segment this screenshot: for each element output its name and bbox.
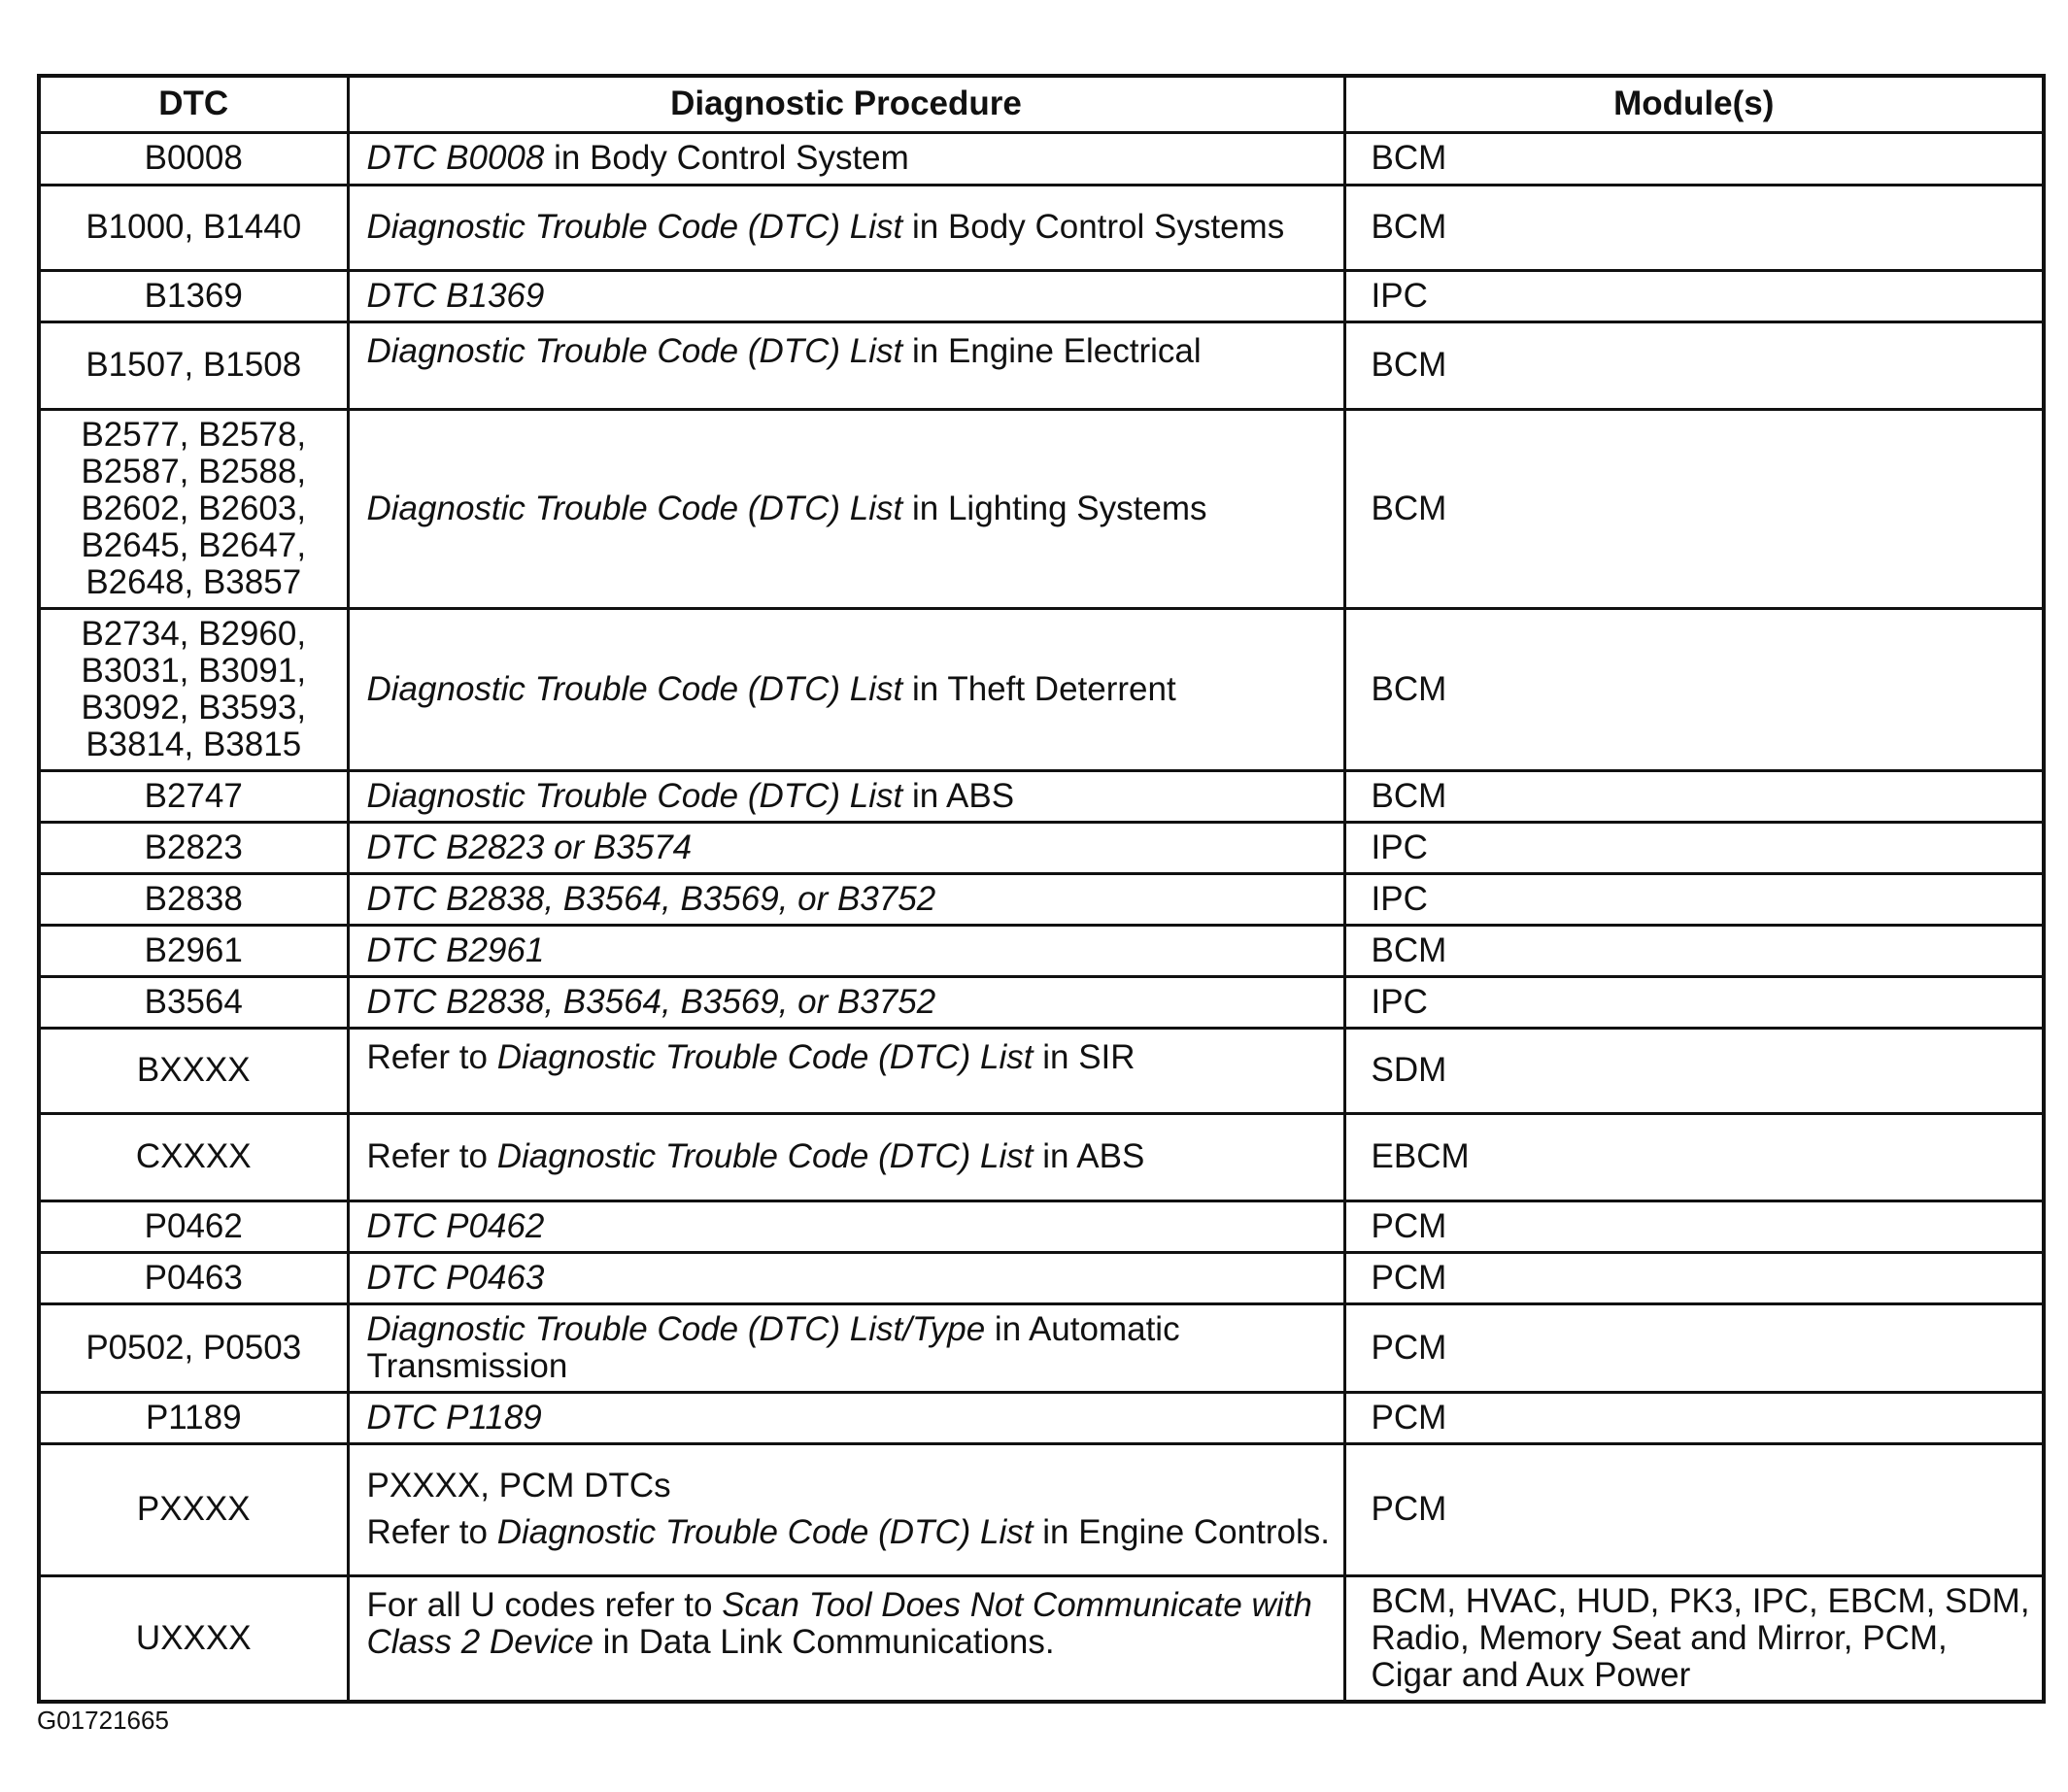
procedure-reference-text: Diagnostic Trouble Code (DTC) List — [366, 669, 903, 708]
dtc-code-cell: B2838 — [39, 873, 348, 925]
procedure-text: PXXXX, PCM DTCs — [366, 1467, 671, 1505]
procedure-paragraph — [367, 829, 1334, 866]
procedure-reference-text: DTC B2838, B3564, B3569, or B3752 — [366, 982, 936, 1021]
procedure-reference-text: DTC P0462 — [366, 1206, 545, 1245]
procedure-paragraph — [367, 881, 1334, 918]
dtc-code-cell: P0463 — [39, 1252, 348, 1303]
procedure-text: in Engine Electrical — [902, 331, 1202, 370]
procedure-reference-text: DTC P0463 — [366, 1258, 545, 1297]
procedure-cell — [348, 1028, 1344, 1113]
procedure-reference-text: Diagnostic Trouble Code (DTC) List — [496, 1037, 1034, 1076]
procedure-paragraph — [367, 1039, 1334, 1076]
table-body — [39, 132, 2044, 1702]
module-cell: BCM, HVAC, HUD, PK3, IPC, EBCM, SDM, Radio, Memory Seat and Mirror, PCM, Cigar and Aux Power — [1344, 1575, 2044, 1702]
procedure-cell — [348, 976, 1344, 1028]
dtc-code-cell: B2823 — [39, 822, 348, 873]
procedure-reference-text: Diagnostic Trouble Code (DTC) List — [496, 1137, 1034, 1175]
dtc-code-cell: CXXXX — [39, 1113, 348, 1200]
procedure-text: in ABS — [902, 776, 1015, 815]
module-cell: IPC — [1344, 270, 2044, 321]
procedure-paragraph — [367, 490, 1334, 527]
dtc-code-cell: P0462 — [39, 1200, 348, 1252]
table-row — [39, 976, 2044, 1028]
procedure-cell — [348, 270, 1344, 321]
procedure-reference-text: Scan Tool Does Not Communicate with Class 2 Device — [366, 1585, 1312, 1661]
procedure-paragraph — [367, 1138, 1334, 1175]
procedure-reference-text: Diagnostic Trouble Code (DTC) List — [366, 776, 903, 815]
procedure-cell — [348, 925, 1344, 976]
table-row — [39, 1443, 2044, 1575]
procedure-paragraph — [367, 1311, 1334, 1385]
table-row — [39, 1392, 2044, 1443]
table-row — [39, 770, 2044, 822]
module-cell: BCM — [1344, 925, 2044, 976]
procedure-paragraph — [367, 278, 1334, 315]
procedure-reference-text: DTC P1189 — [366, 1398, 542, 1437]
procedure-text: Refer to — [366, 1513, 497, 1551]
procedure-text: in Engine Controls. — [1033, 1513, 1330, 1551]
procedure-text: For all U codes refer to — [366, 1585, 723, 1624]
procedure-cell — [348, 873, 1344, 925]
module-cell: PCM — [1344, 1200, 2044, 1252]
header-dtc: DTC — [39, 76, 348, 132]
procedure-text: in Data Link Communications. — [593, 1622, 1055, 1661]
procedure-cell — [348, 321, 1344, 409]
module-cell: IPC — [1344, 976, 2044, 1028]
header-modules: Module(s) — [1344, 76, 2044, 132]
dtc-code-cell: B2577, B2578, B2587, B2588, B2602, B2603, B2645, B2647, B2648, B3857 — [39, 409, 348, 608]
procedure-cell — [348, 1303, 1344, 1392]
table-row — [39, 270, 2044, 321]
procedure-paragraph — [367, 333, 1334, 370]
table-row — [39, 1200, 2044, 1252]
header-row — [39, 76, 2044, 132]
dtc-code-cell: B1000, B1440 — [39, 185, 348, 270]
module-cell: PCM — [1344, 1252, 2044, 1303]
procedure-text: in Theft Deterrent — [902, 669, 1176, 708]
procedure-paragraph — [367, 1400, 1334, 1437]
procedure-reference-text: Diagnostic Trouble Code (DTC) List/Type — [366, 1309, 986, 1348]
table-row — [39, 409, 2044, 608]
procedure-text: in Body Control Systems — [902, 208, 1285, 246]
dtc-code-cell: BXXXX — [39, 1028, 348, 1113]
procedure-paragraph — [367, 1468, 1334, 1505]
dtc-code-cell: P0502, P0503 — [39, 1303, 348, 1392]
table-row — [39, 132, 2044, 185]
module-cell: BCM — [1344, 608, 2044, 770]
table-header — [39, 76, 2044, 132]
procedure-cell — [348, 822, 1344, 873]
module-cell: BCM — [1344, 132, 2044, 185]
procedure-paragraph — [367, 671, 1334, 708]
procedure-reference-text: Diagnostic Trouble Code (DTC) List — [366, 208, 903, 246]
table-row — [39, 321, 2044, 409]
procedure-paragraph — [367, 209, 1334, 246]
procedure-paragraph — [367, 1260, 1334, 1297]
dtc-code-cell: UXXXX — [39, 1575, 348, 1702]
dtc-code-cell: B2734, B2960, B3031, B3091, B3092, B3593, B3814, B3815 — [39, 608, 348, 770]
dtc-code-cell: B1507, B1508 — [39, 321, 348, 409]
procedure-cell — [348, 1200, 1344, 1252]
procedure-cell — [348, 770, 1344, 822]
procedure-text: in Body Control System — [544, 139, 909, 177]
procedure-cell — [348, 409, 1344, 608]
module-cell: PCM — [1344, 1303, 2044, 1392]
table-row — [39, 608, 2044, 770]
table-row — [39, 1303, 2044, 1392]
procedure-paragraph — [367, 778, 1334, 815]
procedure-paragraph — [367, 140, 1334, 177]
procedure-cell — [348, 1575, 1344, 1702]
module-cell: IPC — [1344, 822, 2044, 873]
table-row — [39, 1252, 2044, 1303]
procedure-cell — [348, 1252, 1344, 1303]
procedure-reference-text: Diagnostic Trouble Code (DTC) List — [496, 1513, 1034, 1551]
module-cell: EBCM — [1344, 1113, 2044, 1200]
procedure-text: Refer to — [366, 1137, 497, 1175]
procedure-cell — [348, 132, 1344, 185]
module-cell: PCM — [1344, 1392, 2044, 1443]
table-row — [39, 822, 2044, 873]
procedure-reference-text: DTC B2961 — [366, 930, 545, 969]
dtc-code-cell: B1369 — [39, 270, 348, 321]
procedure-cell — [348, 1113, 1344, 1200]
module-cell: BCM — [1344, 185, 2044, 270]
procedure-reference-text: Diagnostic Trouble Code (DTC) List — [366, 331, 903, 370]
dtc-code-cell: B2747 — [39, 770, 348, 822]
module-cell: PCM — [1344, 1443, 2044, 1575]
table-row — [39, 185, 2044, 270]
dtc-code-cell: PXXXX — [39, 1443, 348, 1575]
module-cell: BCM — [1344, 770, 2044, 822]
figure-id: G01721665 — [37, 1706, 169, 1735]
procedure-reference-text: DTC B2823 or B3574 — [366, 828, 693, 866]
table-row — [39, 1575, 2044, 1702]
procedure-cell — [348, 1392, 1344, 1443]
procedure-text: in SIR — [1033, 1037, 1136, 1076]
dtc-code-cell: B3564 — [39, 976, 348, 1028]
table-row — [39, 925, 2044, 976]
procedure-text: in Lighting Systems — [902, 489, 1207, 527]
header-diagnostic-procedure: Diagnostic Procedure — [348, 76, 1344, 132]
procedure-paragraph — [367, 1587, 1334, 1661]
procedure-paragraph — [367, 1208, 1334, 1245]
dtc-code-cell: B0008 — [39, 132, 348, 185]
table-row — [39, 1113, 2044, 1200]
procedure-paragraph — [367, 932, 1334, 969]
procedure-reference-text: Diagnostic Trouble Code (DTC) List — [366, 489, 903, 527]
dtc-table — [37, 74, 2046, 1704]
procedure-paragraph — [367, 1514, 1334, 1551]
table-row — [39, 873, 2044, 925]
procedure-cell — [348, 1443, 1344, 1575]
module-cell: BCM — [1344, 321, 2044, 409]
procedure-text: in ABS — [1033, 1137, 1145, 1175]
procedure-reference-text: DTC B2838, B3564, B3569, or B3752 — [366, 879, 936, 918]
procedure-paragraph — [367, 984, 1334, 1021]
dtc-code-cell: P1189 — [39, 1392, 348, 1443]
procedure-reference-text: DTC B0008 — [366, 139, 545, 177]
procedure-text: in Automatic Transmission — [366, 1309, 1180, 1385]
procedure-text: Refer to — [366, 1037, 497, 1076]
module-cell: IPC — [1344, 873, 2044, 925]
table-row — [39, 1028, 2044, 1113]
module-cell: BCM — [1344, 409, 2044, 608]
procedure-cell — [348, 608, 1344, 770]
procedure-reference-text: DTC B1369 — [366, 276, 545, 315]
dtc-code-cell: B2961 — [39, 925, 348, 976]
module-cell: SDM — [1344, 1028, 2044, 1113]
procedure-cell — [348, 185, 1344, 270]
